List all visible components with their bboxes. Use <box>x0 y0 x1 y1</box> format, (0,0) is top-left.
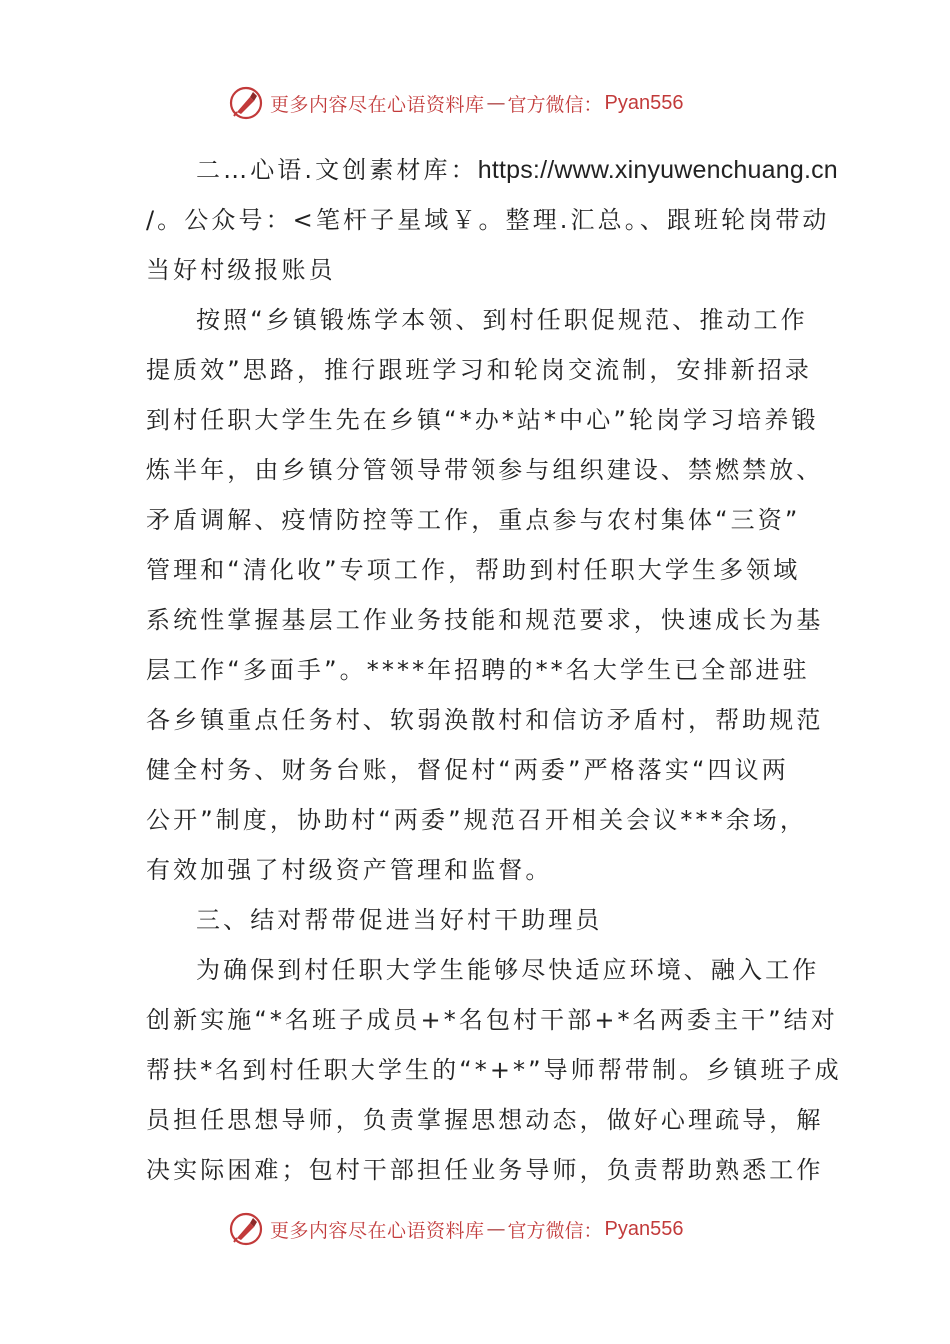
text-line-5: 提质效”思路，推行跟班学习和轮岗交流制，安排新招录 <box>146 356 812 384</box>
watermark-separator: — <box>486 1218 506 1240</box>
source-url-link[interactable]: https://www.xinyuwenchuang.cn <box>477 156 838 184</box>
text-line-8: 矛盾调解、疫情防控等工作，重点参与农村集体“三资” <box>146 506 801 534</box>
text-line-15: 有效加强了村级资产管理和监督。 <box>146 856 553 884</box>
section-heading-3: 三、结对帮带促进当好村干助理员 <box>196 906 603 934</box>
text-line-11: 层工作“多面手”。****年招聘的**名大学生已全部进驻 <box>146 656 810 684</box>
text-line-1 <box>196 155 838 185</box>
text-line-18: 创新实施“*名班子成员+*名包村干部+*名两委主干”结对 <box>146 1006 838 1034</box>
text-line-6: 到村任职大学生先在乡镇“*办*站*中心”轮岗学习培养锻 <box>146 406 819 434</box>
watermark-label: 官方微信： <box>507 1219 603 1242</box>
watermark-site-text: 更多内容尽在心语资料库 <box>270 93 485 116</box>
text-line-14: 公开”制度，协助村“两委”规范召开相关会议***余场， <box>146 806 807 834</box>
watermark-label: 官方微信： <box>507 93 603 116</box>
text-line-9: 管理和“清化收”专项工作，帮助到村任职大学生多领域 <box>146 556 801 584</box>
text-line-4: 按照“乡镇锻炼学本领、到村任职促规范、推动工作 <box>196 306 808 334</box>
text-line-1-prefix: 二…心语.文创素材库： <box>196 156 478 184</box>
text-line-2: /。公众号：<笔杆子星域￥。整理.汇总。、跟班轮岗带动 <box>146 206 830 234</box>
text-line-3: 当好村级报账员 <box>146 256 336 284</box>
text-line-10: 系统性掌握基层工作业务技能和规范要求，快速成长为基 <box>146 606 824 634</box>
pen-nib-logo-icon <box>228 1211 264 1247</box>
text-line-19: 帮扶*名到村任职大学生的“*+*”导师帮带制。乡镇班子成 <box>146 1056 842 1084</box>
watermark-separator: — <box>486 92 506 114</box>
text-line-17: 为确保到村任职大学生能够尽快适应环境、融入工作 <box>196 956 820 984</box>
watermark-banner-bottom <box>228 1209 748 1249</box>
watermark-wechat-id: Pyan556 <box>604 91 684 114</box>
watermark-site-text: 更多内容尽在心语资料库 <box>270 1219 485 1242</box>
text-line-21: 决实际困难；包村干部担任业务导师，负责帮助熟悉工作 <box>146 1156 824 1184</box>
text-line-13: 健全村务、财务台账，督促村“两委”严格落实“四议两 <box>146 756 789 784</box>
watermark-wechat-id: Pyan556 <box>604 1217 684 1240</box>
pen-nib-logo-icon <box>228 85 264 121</box>
watermark-banner-top <box>228 83 748 123</box>
text-line-12: 各乡镇重点任务村、软弱涣散村和信访矛盾村，帮助规范 <box>146 706 824 734</box>
text-line-20: 员担任思想导师，负责掌握思想动态，做好心理疏导，解 <box>146 1106 824 1134</box>
text-line-7: 炼半年，由乡镇分管领导带领参与组织建设、禁燃禁放、 <box>146 456 824 484</box>
